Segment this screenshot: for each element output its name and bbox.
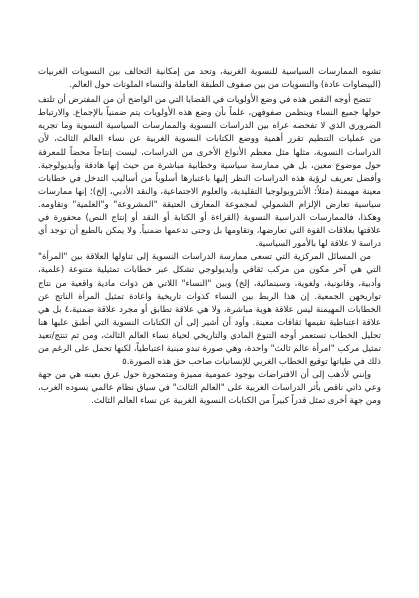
body-text bbox=[38, 66, 381, 408]
paragraph-1: تشوه الممارسات السياسية للنسوية الغربية، وتحد من إمكانية التحالف بين النسويات الغربيات (البيضاوات عادة) والنسويات من بين صفوف الطبقة العاملة والنساء الملونات حول العالم. bbox=[38, 67, 381, 91]
paragraph-2: تتضح أوجه النقص هذه في وضع الأولويات في القضايا التي من الواضح أن من المفترض أن تلتف حولها جميع النساء وينظمن صفوفهن، علماً بأن وضع هذه الأولويات يتم ضمنياً بالإجماع. والارتباط الضروري الذي لا تفحصه عراه بين الدراسات النسوية والممارسات السياسية النسوية وما تجريه من عمليات التنظيم تقرر أهمية ووضع الكتابات النسوية الغربية عن نساء العالم الثالث، لأن الدراسات النسوية، مثلها مثل معظم الأنواع الأخرى من الدراسات، ليست إنتاجاً محضاً للمعرفة حول موضوع معين، بل هي ممارسة سياسية وخطابية مباشرة من حيث إنها هادفة وأيديولوجية. وأفضل تعريف لرؤية هذه الدراسات النظر إليها باعتبارها أسلوباً من أساليب التدخل في خطابات معينة مهيمنة (مثلاً: الأنثروبولوجيا التقليدية، والعلوم الاجتماعية، والنقد الأدبي، إلخ)؛ إنها ممارسات سياسية تعارض الإلزام الشمولي لمجموعة المعارف العتيقة "المشروعة" و"العلمية" وتقاومه. وهكذا، فالممارسات الدراسية النسوية (القراءة أو الكتابة أو النقد أو إنتاج النص) محفورة في علاقتها بعلاقات القوة التي تعارضها، وتقاومها بل وحتى تدعمها ضمنياً. ولا يمكن بالطبع أن توجد أي دراسة لا علاقة لها بالأمور السياسية. bbox=[38, 95, 381, 250]
paragraph-4: وإنني لأذهب إلى أن الافتراضات بوجود عمومية مميزة ومتمحورة حول عرق بعينه هي من جهة وعي ذاتي ناقص بأثر الدراسات الغربية على "العالم الثالث" في سياق نظام عالمي يسوده الغرب، ومن جهة أخرى تمثل قدراً كبيراً من الكتابات النسوية الغربية عن نساء العالم الثالث. bbox=[38, 370, 381, 407]
paragraph-3: من المسائل المركزية التي تسعى ممارسة الدراسات النسوية إلى تناولها العلاقة بين "المرأة" التي هي آخر مكون من مركب ثقافي وأيديولوجي تشكل عبر خطابات تمثيلية متنوعة (علمية، وأدبية، وقانونية، ولغوية، وسينمائية، إلخ) وبين "النساء" اللاتي هن ذوات مادية واقعية من نتاج تواريخهن الجمعية. إن هذا الربط بين النساء كذوات تاريخية واعادة تمثيل المرأة الناتج عن الخطابات المهيمنة ليس علاقة هوية مباشرة، ولا هي علاقة تطابق أو مجرد علاقة ضمنية،٤ بل هي علاقة اعتباطية تقيمها ثقافات معينة. وأود أن أشير إلى أن الكتابات النسوية التي أطبق عليها هنا تحليل الخطاب تستعمر أوجه التنوع المادي والتاريخي لحياة نساء العالم الثالث، ومن ثم تنتج/تعيد تمثيل مركب "امرأة عالم ثالث" واحدة، وهي صورة تبدو مبنية اعتباطياً، لكنها تحمل على الرغم من ذلك في طياتها توقيع الخطاب الغربي للإنسانيات صاحب حق هذه الصورة.٥ bbox=[38, 252, 381, 368]
